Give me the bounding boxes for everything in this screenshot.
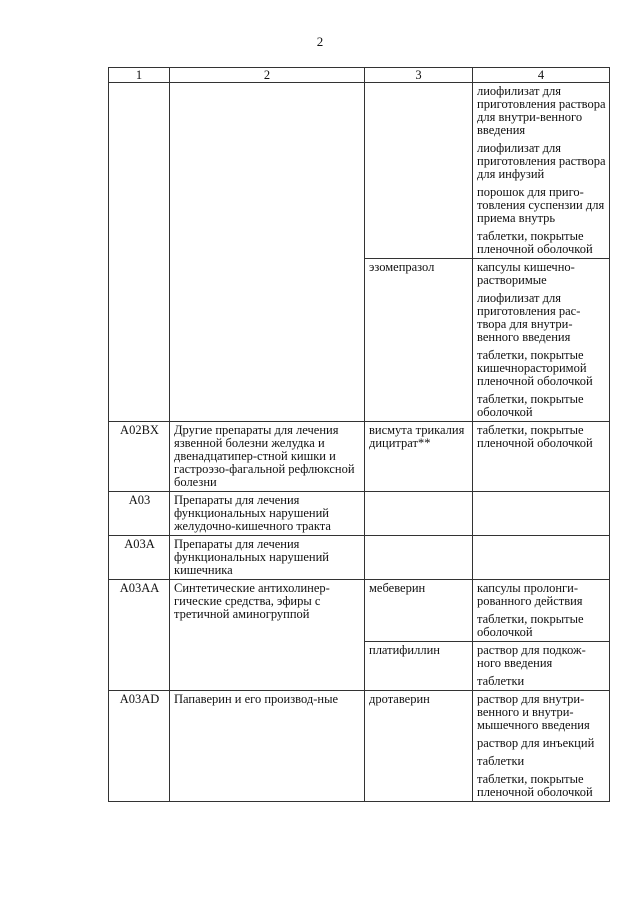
- table-row: [109, 536, 610, 580]
- drug-table: [108, 67, 610, 802]
- dosage-forms-cell: [473, 580, 610, 642]
- group-name-cell: Другие препараты для лечения язвенной болезни желудка и двенадцатипер-стной кишки и гастроэзо-фагальной рефлюксной болезни: [170, 422, 365, 492]
- dosage-form: таблетки, покрытые оболочкой: [477, 392, 584, 419]
- atc-code-cell: A03AD: [109, 691, 170, 802]
- dosage-forms-cell: [473, 492, 610, 536]
- group-name-cell: Препараты для лечения функциональных нарушений кишечника: [170, 536, 365, 580]
- dosage-form: порошок для приго-товления суспензии для приема внутрь: [477, 185, 605, 225]
- drug-name-cell: эзомепразол: [365, 259, 473, 422]
- dosage-form: капсулы пролонги-рованного действия: [477, 581, 583, 608]
- atc-code-cell: A03A: [109, 536, 170, 580]
- table-row: [109, 83, 610, 259]
- drug-name-cell: платифиллин: [365, 642, 473, 691]
- table-row: [109, 492, 610, 536]
- dosage-forms-cell: [473, 259, 610, 422]
- dosage-form: лиофилизат для приготовления рас-твора для внутри-венного введения: [477, 291, 581, 344]
- group-name-cell: [170, 83, 365, 422]
- dosage-form: раствор для подкож-ного введения: [477, 643, 586, 670]
- dosage-forms-cell: [473, 422, 610, 492]
- drug-name-cell: дротаверин: [365, 691, 473, 802]
- dosage-form: таблетки, покрытые кишечнорасторимой пленочной оболочкой: [477, 348, 593, 388]
- drug-name-cell: [365, 83, 473, 259]
- dosage-form: лиофилизат для приготовления раствора для инфузий: [477, 141, 606, 181]
- dosage-form: раствор для инъекций: [477, 736, 595, 750]
- column-header: 3: [365, 68, 473, 83]
- dosage-form: таблетки: [477, 674, 525, 688]
- table-row: [109, 691, 610, 802]
- page-number: 2: [316, 34, 324, 49]
- dosage-form: таблетки: [477, 754, 525, 768]
- group-name-cell: Синтетические антихолинер-гические средства, эфиры с третичной аминогруппой: [170, 580, 365, 691]
- atc-code-cell: A03AA: [109, 580, 170, 691]
- dosage-form: таблетки, покрытые пленочной оболочкой: [477, 423, 593, 450]
- dosage-form: лиофилизат для приготовления раствора для внутри-венного введения: [477, 84, 606, 137]
- dosage-forms-cell: [473, 691, 610, 802]
- group-name-cell: Препараты для лечения функциональных нарушений желудочно-кишечного тракта: [170, 492, 365, 536]
- column-header: 2: [170, 68, 365, 83]
- dosage-form: таблетки, покрытые оболочкой: [477, 612, 584, 639]
- dosage-forms-cell: [473, 642, 610, 691]
- drug-name-cell: висмута трикалия дицитрат**: [365, 422, 473, 492]
- atc-code-cell: [109, 83, 170, 422]
- dosage-form: таблетки, покрытые пленочной оболочкой: [477, 229, 593, 256]
- dosage-form: таблетки, покрытые пленочной оболочкой: [477, 772, 593, 799]
- column-header: 4: [473, 68, 610, 83]
- dosage-form: раствор для внутри-венного и внутри-мышечного введения: [477, 692, 590, 732]
- group-name-cell: Папаверин и его производ-ные: [170, 691, 365, 802]
- dosage-forms-cell: [473, 83, 610, 259]
- table-row: [109, 580, 610, 642]
- dosage-form: капсулы кишечно-растворимые: [477, 260, 575, 287]
- column-header: 1: [109, 68, 170, 83]
- atc-code-cell: A02BX: [109, 422, 170, 492]
- dosage-forms-cell: [473, 536, 610, 580]
- drug-name-cell: [365, 536, 473, 580]
- table-row: [109, 422, 610, 492]
- drug-name-cell: мебеверин: [365, 580, 473, 642]
- drug-name-cell: [365, 492, 473, 536]
- atc-code-cell: A03: [109, 492, 170, 536]
- table-header-row: [109, 68, 610, 83]
